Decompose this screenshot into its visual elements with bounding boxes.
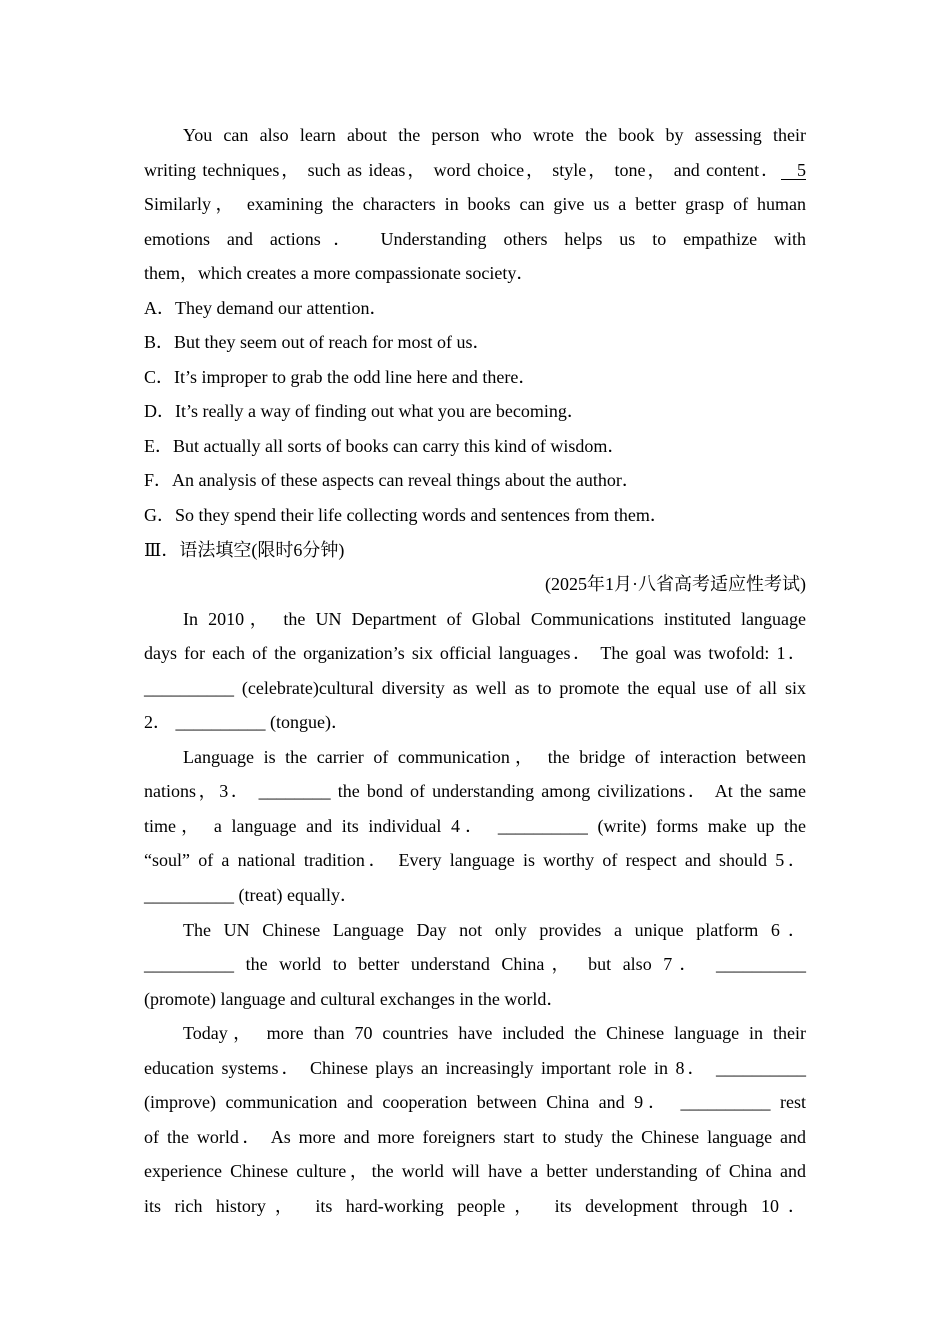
reading-paragraph [144, 118, 806, 291]
text-line: emotions and actions． Understanding others helps us to empathize with [144, 228, 806, 249]
text-line: education systems． Chinese plays an increasingly important role in 8． __________ [144, 1057, 806, 1078]
answer-blank-5: 5 [781, 161, 806, 180]
text-line: Today， more than 70 countries have included the Chinese language in their [183, 1023, 806, 1044]
option-letter: D． [144, 401, 175, 422]
option-letter: F． [144, 470, 173, 491]
text-line: experience Chinese culture，the world will have a better understanding of China and [144, 1161, 806, 1182]
option-b [144, 325, 806, 360]
option-letter: C． [144, 366, 175, 387]
option-letter: A． [144, 297, 175, 318]
text-line: (promote) language and cultural exchanges in the world． [144, 988, 565, 1009]
option-text: But they seem out of reach for most of us． [174, 332, 491, 353]
text-line: time， a language and its individual 4． __________ (write) forms make up the [144, 815, 806, 836]
option-g [144, 498, 806, 533]
option-f [144, 463, 806, 498]
option-text: But actually all sorts of books can carry this kind of wisdom． [173, 435, 626, 456]
passage-paragraph-2 [144, 740, 806, 913]
section-source: (2025年1月·八省高考适应性考试) [545, 574, 806, 595]
text-line: The UN Chinese Language Day not only provides a unique platform 6． [183, 919, 806, 940]
text-line [144, 153, 806, 188]
passage-paragraph-3 [144, 913, 806, 1017]
text-line: of the world． As more and more foreigners start to study the Chinese language and [144, 1126, 806, 1147]
option-letter: G． [144, 505, 175, 526]
text-line: 2． __________ (tongue)． [144, 712, 349, 733]
text-line: “soul” of a national tradition． Every language is worthy of respect and should 5． [144, 850, 806, 871]
text-line: nations，3． ________ the bond of understanding among civilizations． At the same [144, 781, 806, 802]
option-c [144, 360, 806, 395]
option-text: An analysis of these aspects can reveal things about the author． [172, 470, 640, 491]
page-content [144, 118, 806, 1224]
text-line: days for each of the organization’s six official languages． The goal was twofold: 1． [144, 643, 806, 664]
option-e [144, 429, 806, 464]
option-d [144, 394, 806, 429]
text-line: its rich history， its hard-working people， its development through 10． [144, 1195, 806, 1216]
option-text: It’s really a way of finding out what you are becoming． [175, 401, 585, 422]
text-line: Language is the carrier of communication， the bridge of interaction between [183, 746, 806, 767]
text-line: __________ (treat) equally． [144, 885, 358, 906]
text-line: Similarly， examining the characters in books can give us a better grasp of human [144, 194, 806, 215]
text-line: (improve) communication and cooperation between China and 9． __________ rest [144, 1092, 806, 1113]
text-line: them，which creates a more compassionate society． [144, 263, 535, 284]
option-text: It’s improper to grab the odd line here and there． [174, 366, 537, 387]
text-line: You can also learn about the person who wrote the book by assessing their [183, 125, 806, 145]
option-text: They demand our attention． [175, 297, 388, 318]
text-line: In 2010， the UN Department of Global Communications instituted language [183, 608, 806, 629]
option-text: So they spend their life collecting words and sentences from them． [175, 505, 668, 526]
section-heading: Ⅲ．语法填空(限时6分钟) [144, 539, 345, 560]
passage-paragraph-1 [144, 602, 806, 740]
option-letter: E． [144, 435, 173, 456]
option-a [144, 291, 806, 326]
text-line: __________ the world to better understand China， but also 7． __________ [144, 954, 806, 975]
passage-paragraph-4 [144, 1016, 806, 1223]
line-text: writing techniques， such as ideas， word choice， style， tone， and content． [144, 159, 781, 180]
option-letter: B． [144, 332, 175, 353]
text-line: __________ (celebrate)cultural diversity as well as to promote the equal use of all six [144, 677, 806, 698]
option-list [144, 291, 806, 533]
